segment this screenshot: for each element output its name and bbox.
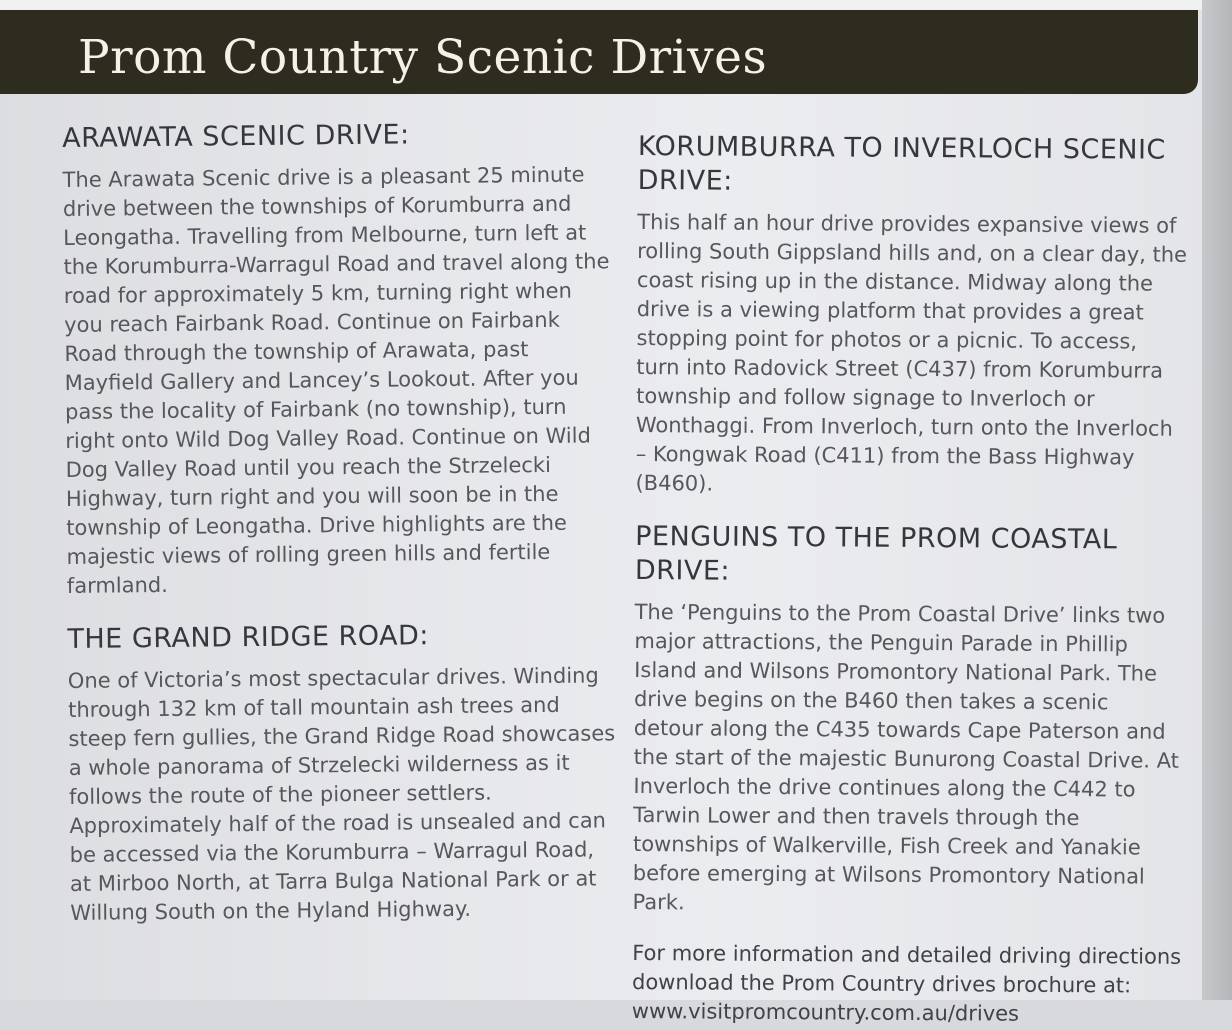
section-heading: THE GRAND RIDGE ROAD: <box>67 620 430 655</box>
right-column <box>632 130 1188 1030</box>
page-right-edge <box>1202 0 1232 1000</box>
more-info-line: For more information and detailed driving directions <box>632 940 1182 969</box>
left-column <box>62 116 623 950</box>
page-title: Prom Country Scenic Drives <box>78 30 768 85</box>
section-grand-ridge-road <box>67 617 622 928</box>
section-body: The ‘Penguins to the Prom Coastal Drive’ links two major attractions, the Penguin Parade in Phillip Island and Wilsons Promontory National Park. The drive begins on the B460 then takes a scenic detour along the C435 towards Cape Paterson and the start of the majestic Bunurong Coastal Drive. At Inverloch the drive continues along the C442 to Tarwin Lower and then travels through the townships of Walkerville, Fish Creek and Yanakie before emerging at Wilsons Promontory National Park. <box>632 599 1179 915</box>
section-body: The Arawata Scenic drive is a pleasant 25 minute drive between the townships of Korumburra and Leongatha. Travelling from Melbourne, turn left at the Korumburra-Warragul Road and travel along the road for approximately 5 km, turning right when you reach Fairbank Road. Continue on Fairbank Road through the township of Arawata, past Mayfield Gallery and Lancey’s Lookout. After you pass the locality of Fairbank (no township), turn right onto Wild Dog Valley Road. Continue on Wild Dog Valley Road until you reach the Strzelecki Highway, turn right and you will soon be in the township of Leongatha. Drive highlights are the majestic views of rolling green hills and fertile farmland. <box>62 162 610 598</box>
section-heading: KORUMBURRA TO INVERLOCH SCENIC DRIVE: <box>637 130 1166 197</box>
section-heading: ARAWATA SCENIC DRIVE: <box>62 119 410 154</box>
section-body: One of Victoria’s most spectacular drives. Winding through 132 km of tall mountain ash trees and steep fern gullies, the Grand Ridge Road showcases a whole panorama of Strzelecki wilderness as it follows the route of the pioneer settlers. Approximately half of the road is unsealed and can be accessed via the Korumburra – Warragul Road, at Mirboo North, at Tarra Bulga National Park or at Willung South on the Hyland Highway. <box>67 663 616 925</box>
section-arawata-scenic-drive <box>62 116 619 601</box>
section-heading: PENGUINS TO THE PROM COASTAL DRIVE: <box>634 520 1118 587</box>
page-top-edge <box>0 0 1232 10</box>
section-body: This half an hour drive provides expansive views of rolling South Gippsland hills and, on a clear day, the coast rising up in the distance. Midway along the drive is a viewing platform that provides a great stopping point for photos or a picnic. To access, turn into Radovick Street (C437) from Korumburra township and follow signage to Inverloch or Wonthaggi. From Inverloch, turn onto the Inverloch – Kongwak Road (C411) from the Bass Highway (B460). <box>635 209 1188 496</box>
more-info-line: download the Prom Country drives brochure at: <box>631 969 1132 998</box>
more-info-note <box>632 939 1183 1030</box>
title-banner <box>0 10 1198 94</box>
section-penguins-to-the-prom <box>633 520 1186 921</box>
section-korumburra-to-inverloch <box>635 130 1188 502</box>
brochure-link[interactable]: www.visitpromcountry.com.au/drives <box>631 998 1020 1026</box>
